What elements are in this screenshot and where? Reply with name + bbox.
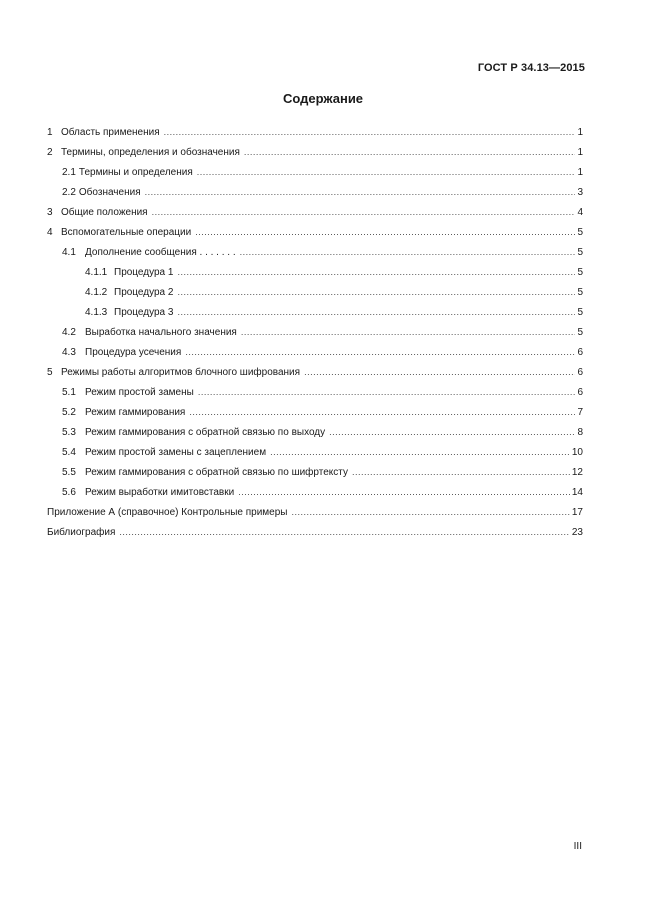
toc-entry-label: Режим гаммирования (85, 407, 186, 418)
toc-entry[interactable] (47, 382, 583, 402)
toc-entry-page: 5 (577, 267, 583, 278)
toc-entry[interactable] (47, 122, 583, 142)
toc-entry[interactable] (47, 222, 583, 242)
toc-dot-leader (329, 422, 575, 442)
toc-entry-label: Режим гаммирования с обратной связью по шифртексту (85, 467, 348, 478)
toc-entry-appendix[interactable] (47, 502, 583, 522)
toc-entry-page: 12 (571, 467, 583, 478)
toc-entry-page: 6 (577, 347, 583, 358)
toc-entry[interactable] (47, 402, 583, 422)
toc-dot-leader (189, 402, 575, 422)
page-number: III (573, 841, 582, 852)
toc-entry-page: 3 (577, 187, 583, 198)
toc-entry[interactable] (47, 242, 583, 262)
toc-entry-number: 1 (47, 127, 53, 138)
toc-entry[interactable] (47, 202, 583, 222)
toc-dot-leader (177, 302, 575, 322)
toc-entry-label: Обозначения (78, 187, 141, 198)
toc-entry[interactable] (47, 142, 583, 162)
toc-entry-number: 5.3 (62, 427, 76, 438)
toc-entry-label: Выработка начального значения (85, 327, 237, 338)
toc-entry[interactable] (47, 262, 583, 282)
toc-entry-page: 1 (577, 167, 583, 178)
toc-entry-page: 6 (577, 387, 583, 398)
toc-entry-label: Режим простой замены с зацеплением (85, 447, 267, 458)
toc-entry-label: Приложение А (справочное) Контрольные примеры (47, 507, 288, 518)
toc-dot-leader (292, 502, 570, 522)
toc-entry-page: 5 (577, 327, 583, 338)
toc-dot-leader (119, 522, 569, 542)
toc-entry[interactable] (47, 362, 583, 382)
toc-entry-number: 2 (47, 147, 53, 158)
toc-dot-leader (198, 382, 576, 402)
toc-entry-page: 23 (571, 527, 583, 538)
toc-entry-label: Термины, определения и обозначения (61, 147, 240, 158)
toc-entry-number: 4 (47, 227, 53, 238)
toc-entry-page: 14 (571, 487, 583, 498)
toc-dot-leader (195, 222, 575, 242)
toc-entry[interactable] (47, 482, 583, 502)
toc-entry[interactable] (47, 342, 583, 362)
toc-entry-label: Процедура 3 (114, 307, 174, 318)
toc-entry-number: 3 (47, 207, 53, 218)
toc-entry-number: 4.1.3 (85, 307, 108, 318)
toc-entry-label: Режим простой замены (85, 387, 194, 398)
toc-entry-page: 8 (577, 427, 583, 438)
toc-entry-page: 5 (577, 307, 583, 318)
toc-entry-page: 7 (577, 407, 583, 418)
toc-dot-leader (185, 342, 575, 362)
toc-entry-number: 2.1 (62, 167, 76, 178)
toc-dot-leader (241, 322, 576, 342)
toc-dot-leader (244, 142, 576, 162)
toc-entry[interactable] (47, 282, 583, 302)
toc-entry-number: 5.5 (62, 467, 76, 478)
toc-entry-number: 4.1.2 (85, 287, 108, 298)
toc-entry-label: Область применения (61, 127, 160, 138)
toc-entry[interactable] (47, 322, 583, 342)
toc-entry[interactable] (47, 182, 583, 202)
toc-entry-number: 2.2 (62, 187, 76, 198)
toc-entry-number: 5.6 (62, 487, 76, 498)
toc-entry-number: 5.4 (62, 447, 76, 458)
toc-entry-number: 4.1 (62, 247, 76, 258)
toc-entry-number: 5 (47, 367, 53, 378)
toc-entry-label: Режим гаммирования с обратной связью по выходу (85, 427, 326, 438)
toc-entry-page: 10 (571, 447, 583, 458)
toc-entry-page: 1 (577, 127, 583, 138)
toc-entry-page: 4 (577, 207, 583, 218)
toc-entry-number: 5.1 (62, 387, 76, 398)
toc-entry-number: 4.1.1 (85, 267, 108, 278)
toc-entry-label: Вспомогательные операции (61, 227, 192, 238)
toc-entry[interactable] (47, 162, 583, 182)
toc-entry-label: Термины и определения (78, 167, 193, 178)
toc-dot-leader (177, 282, 575, 302)
toc-dot-leader (197, 162, 576, 182)
toc-dot-leader (352, 462, 570, 482)
document-code: ГОСТ Р 34.13—2015 (477, 62, 585, 74)
toc-dot-leader (177, 262, 575, 282)
toc-dot-leader (304, 362, 575, 382)
toc-entry[interactable] (47, 422, 583, 442)
toc-entry-page: 5 (577, 247, 583, 258)
toc-entry-page: 5 (577, 287, 583, 298)
toc-dot-leader (152, 202, 576, 222)
toc-entry-label: Режим выработки имитовставки (85, 487, 235, 498)
toc-dot-leader (238, 482, 570, 502)
toc-entry-label: Библиография (47, 527, 116, 538)
toc-entry-label: Процедура усечения (85, 347, 182, 358)
toc-dot-leader (240, 242, 576, 262)
toc-dot-leader (164, 122, 576, 142)
toc-entry-page: 1 (577, 147, 583, 158)
toc-entry[interactable] (47, 462, 583, 482)
toc-entry-page: 6 (577, 367, 583, 378)
toc-title: Содержание (282, 91, 364, 106)
toc-dot-leader (145, 182, 576, 202)
toc-entry-number: 4.2 (62, 327, 76, 338)
toc-entry-bibliography[interactable] (47, 522, 583, 542)
toc-entry-number: 5.2 (62, 407, 76, 418)
toc-entry-label: Дополнение сообщения . . . . . . . (85, 247, 236, 258)
toc-entry[interactable] (47, 442, 583, 462)
table-of-contents (47, 122, 583, 542)
toc-entry-label: Общие положения (61, 207, 148, 218)
toc-dot-leader (270, 442, 570, 462)
toc-entry-label: Процедура 2 (114, 287, 174, 298)
toc-entry[interactable] (47, 302, 583, 322)
toc-entry-label: Режимы работы алгоритмов блочного шифрования (61, 367, 301, 378)
toc-entry-page: 17 (571, 507, 583, 518)
toc-entry-number: 4.3 (62, 347, 76, 358)
toc-entry-page: 5 (577, 227, 583, 238)
toc-entry-label: Процедура 1 (114, 267, 174, 278)
